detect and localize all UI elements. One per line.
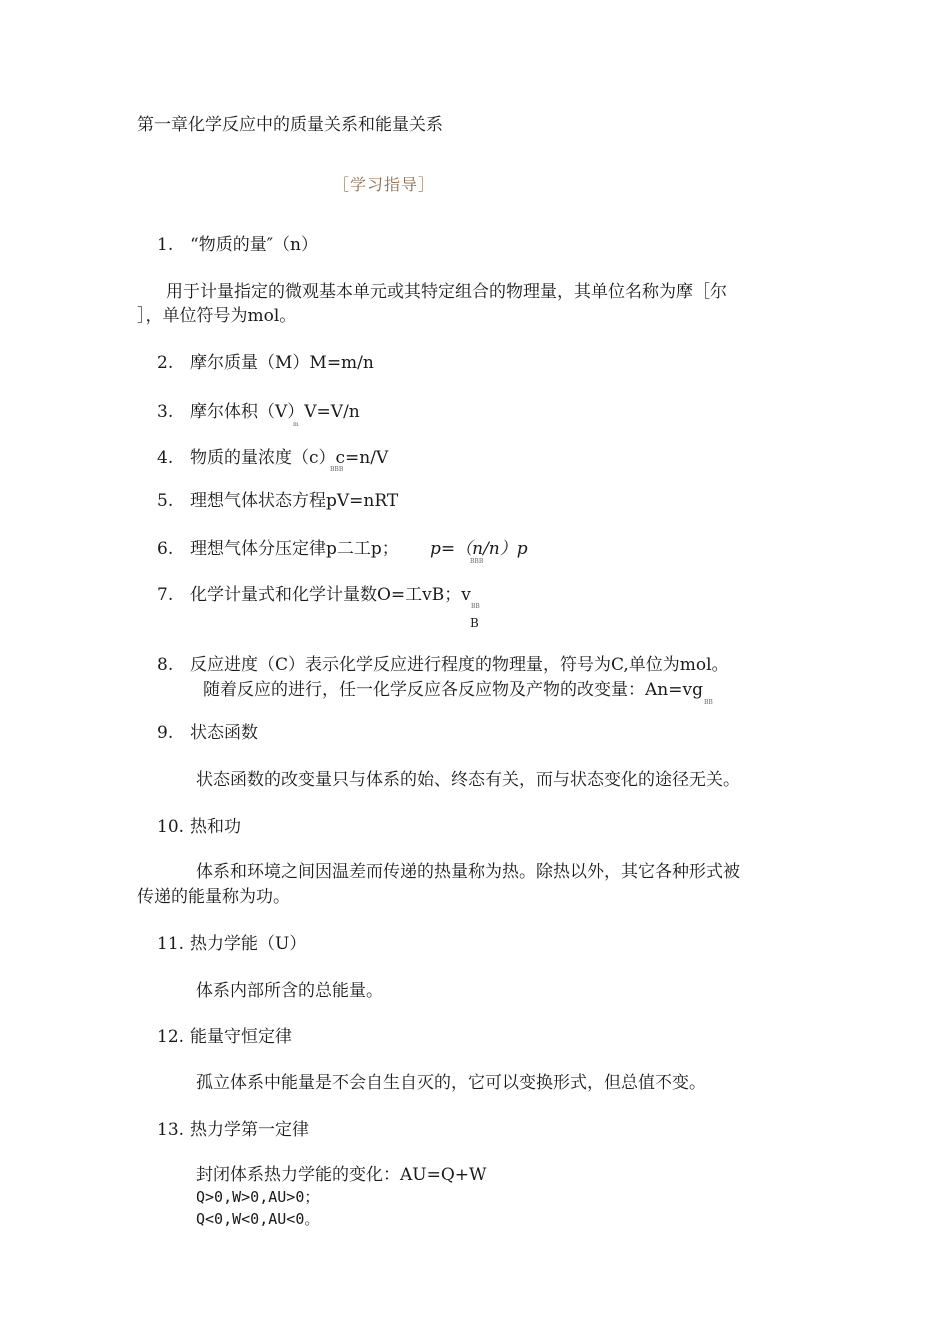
item-number: 10. [157,817,185,837]
subscript: BBB [470,558,484,565]
item-heading: 理想气体分压定律p二工p； [190,539,399,559]
partial-pressure-formula: p=（n/n）p [430,539,528,559]
sign-convention-negative: Q<0,W<0,AU<0。 [196,1210,320,1228]
item-number: 5. [157,491,174,511]
item-number: 6. [157,539,174,559]
subscript: m [293,421,299,428]
item-number: 11. [157,934,185,954]
item-heading: 理想气体状态方程pV=nRT [190,491,399,511]
item-number: 3. [157,402,174,422]
item-number: 13. [157,1120,185,1140]
item-description: 体系和环境之间因温差而传递的热量称为热。除热以外，其它各种形式被 [196,862,740,882]
item-heading: 热力学第一定律 [190,1120,309,1140]
item-number: 7. [157,585,174,605]
item-description: 随着反应的进行，任一化学反应各反应物及产物的改变量：An=vg [203,680,703,700]
item-number: 8. [157,655,174,675]
item-number: 9. [157,723,174,743]
item-description: 封闭体系热力学能的变化：AU=Q+W [196,1165,487,1185]
item-description: 状态函数的改变量只与体系的始、终态有关，而与状态变化的途径无关。 [196,770,740,790]
item-heading: 反应进度（C）表示化学反应进行程度的物理量，符号为C,单位为mol。 [190,655,729,675]
item-number: 12. [157,1027,185,1047]
item-heading: “物质的量″（n） [190,235,318,255]
item-description: 孤立体系中能量是不会自生自灭的，它可以变换形式，但总值不变。 [196,1073,706,1093]
item-number: 2. [157,353,174,373]
section-heading: ［学习指导］ [333,175,436,194]
item-heading: 热和功 [190,817,241,837]
item-heading: 能量守恒定律 [190,1027,292,1047]
item-description: 体系内部所含的总能量。 [196,981,383,1001]
item-heading: 摩尔质量（M）M=m/n [190,353,374,373]
item-description: 传递的能量称为功。 [137,887,290,907]
subscript: BB [471,603,480,610]
item-heading: 状态函数 [190,723,258,743]
item-description: 用于计量指定的微观基本单元或其特定组合的物理量，其单位名称为摩［尔 [166,282,727,302]
sign-convention-positive: Q>0,W>0,AU>0； [196,1188,320,1206]
item-description: ］，单位符号为mol。 [137,306,297,326]
item-heading: 摩尔体积（V）V=V/n [190,402,360,422]
item-heading: 物质的量浓度（c）c=n/V [190,448,389,468]
item-number: 4. [157,448,174,468]
subscript: BB [704,699,713,706]
subscript-symbol: B [470,616,479,630]
page-title: 第一章化学反应中的质量关系和能量关系 [137,115,443,135]
item-number: 1. [157,235,174,255]
subscript: BBB [330,466,344,473]
item-heading: 热力学能（U） [190,934,307,954]
item-heading: 化学计量式和化学计量数O=工vB；v [190,585,471,605]
